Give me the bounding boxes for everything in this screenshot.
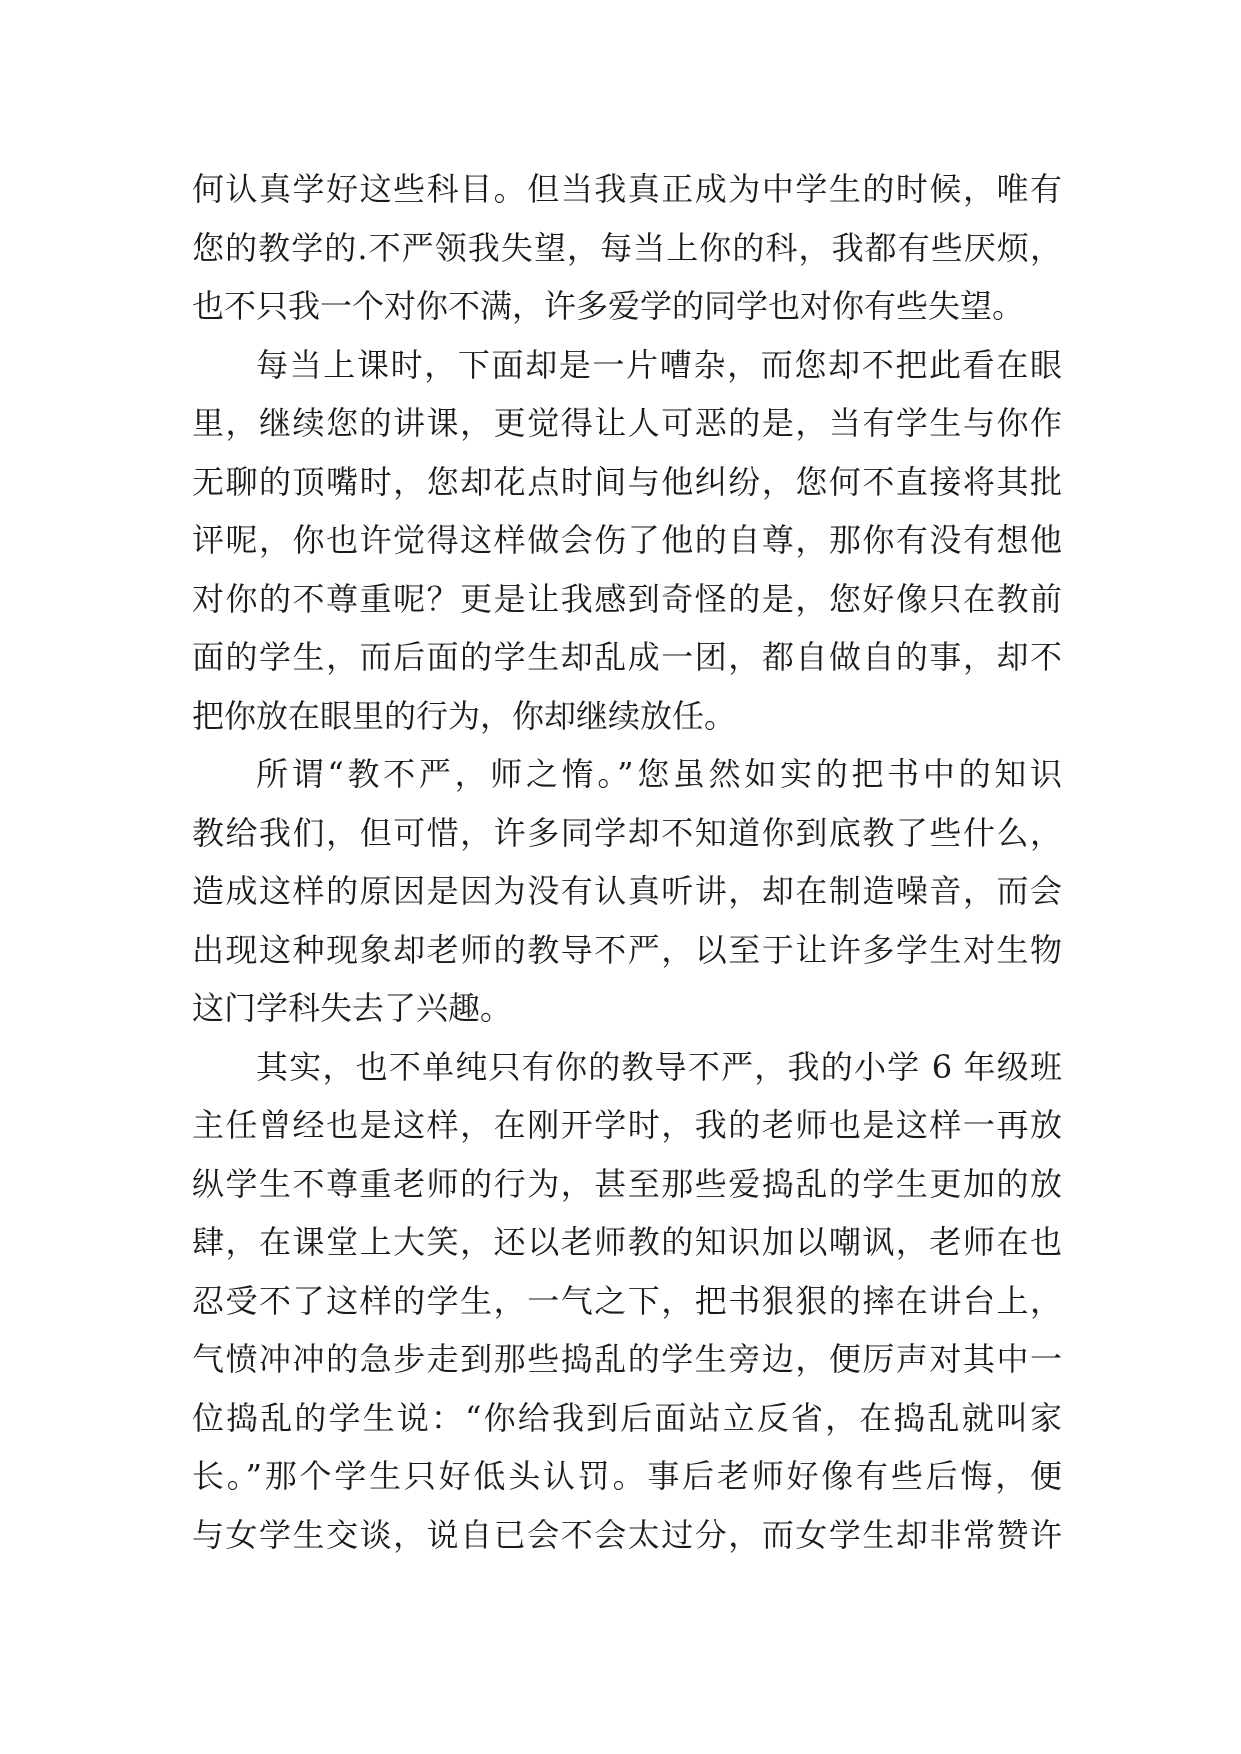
text-line: 这门学科失去了兴趣。	[192, 989, 513, 1027]
text-line: 也不只我一个对你不满，许多爱学的同学也对你有些失望。	[192, 287, 1025, 325]
text-line: 面的学生，而后面的学生却乱成一团，都自做自的事，却不	[192, 638, 1062, 676]
text-line: 出现这种现象却老师的教导不严，以至于让许多学生对生物	[192, 930, 1062, 969]
text-line: 无聊的顶嘴时，您却花点时间与他纠纷，您何不直接将其批	[192, 462, 1062, 501]
text-line: 其实，也不单纯只有你的教导不严，我的小学 6 年级班	[256, 1047, 1062, 1086]
text-line: 里，继续您的讲课，更觉得让人可恶的是，当有学生与你作	[192, 404, 1062, 442]
body-text	[192, 160, 1062, 1564]
text-line: 主任曾经也是这样，在刚开学时，我的老师也是这样一再放	[192, 1106, 1062, 1144]
text-line: 教给我们，但可惜，许多同学却不知道你到底教了些什么，	[192, 813, 1062, 852]
text-line: 对你的不尊重呢？更是让我感到奇怪的是，您好像只在教前	[192, 579, 1062, 618]
text-line: 气愤冲冲的急步走到那些捣乱的学生旁边，便厉声对其中一	[192, 1340, 1062, 1378]
text-line: 每当上课时，下面却是一片嘈杂，而您却不把此看在眼	[256, 345, 1062, 384]
text-line: 造成这样的原因是因为没有认真听讲，却在制造噪音，而会	[192, 872, 1062, 910]
text-line: 纵学生不尊重老师的行为，甚至那些爱捣乱的学生更加的放	[192, 1164, 1062, 1203]
text-line: 何认真学好这些科目。但当我真正成为中学生的时候，唯有	[192, 170, 1062, 208]
text-line: 所谓“教不严，师之惰。”您虽然如实的把书中的知识	[256, 755, 1062, 793]
text-line: 肆，在课堂上大笑，还以老师教的知识加以嘲讽，老师在也	[192, 1223, 1062, 1261]
text-line: 评呢，你也许觉得这样做会伤了他的自尊，那你有没有想他	[192, 521, 1062, 559]
text-line: 您的教学的.不严领我失望，每当上你的科，我都有些厌烦，	[192, 228, 1062, 267]
text-line: 忍受不了这样的学生，一气之下，把书狠狠的摔在讲台上，	[192, 1281, 1062, 1320]
text-line: 与女学生交谈，说自已会不会太过分，而女学生却非常赞许	[192, 1515, 1062, 1554]
text-line: 长。”那个学生只好低头认罚。事后老师好像有些后悔，便	[192, 1457, 1062, 1495]
text-line: 位捣乱的学生说：“你给我到后面站立反省，在捣乱就叫家	[192, 1398, 1062, 1437]
text-line: 把你放在眼里的行为，你却继续放任。	[192, 696, 737, 735]
